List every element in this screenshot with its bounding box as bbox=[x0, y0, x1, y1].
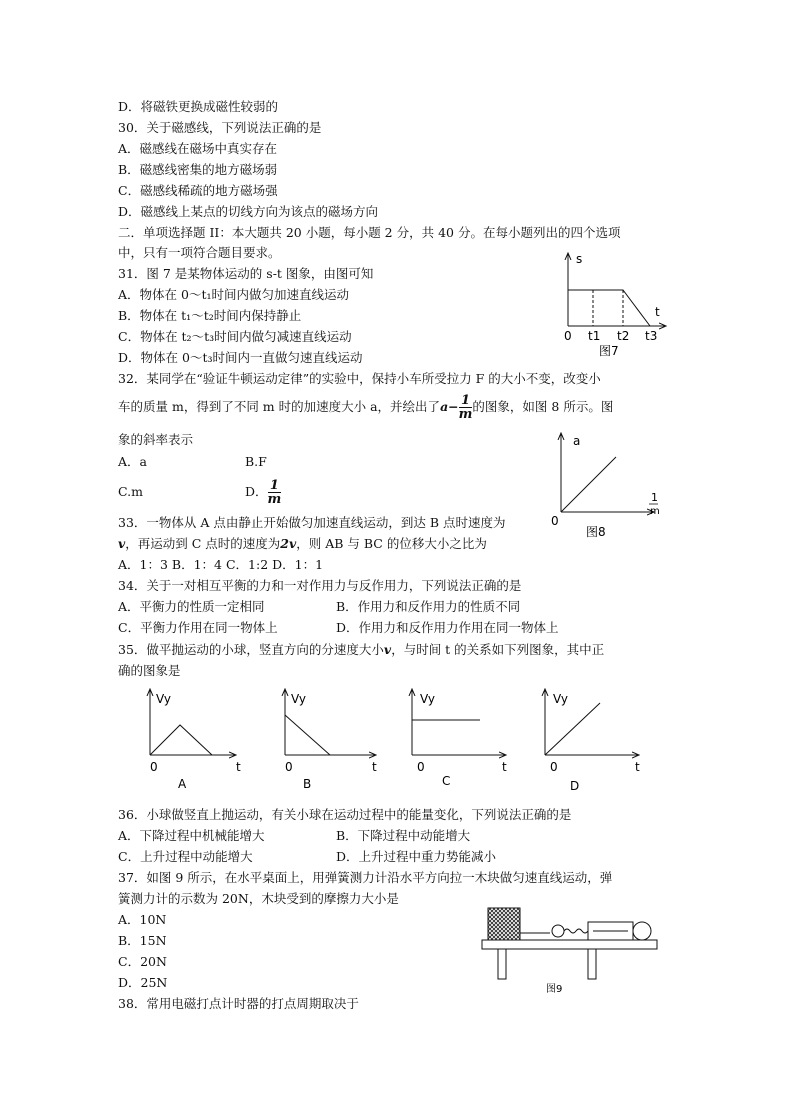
q29-option-d: D．将磁铁更换成磁性较弱的 bbox=[118, 99, 279, 114]
q35d-label: D bbox=[570, 779, 580, 793]
q35d-vy: Vy bbox=[553, 692, 568, 706]
q32-text-2: 的图象，如图 8 所示。图 bbox=[472, 399, 614, 414]
q33-text2: ，则 AB 与 BC 的位移大小之比为 bbox=[296, 536, 487, 551]
fig8-graph-line bbox=[561, 457, 616, 512]
q31-option-d: D．物体在 0～t₃时间内一直做匀速直线运动 bbox=[118, 350, 363, 365]
q35-text1: 35．做平抛运动的小球，竖直方向的分速度大小 bbox=[118, 642, 384, 657]
q37-stem: 37．如图 9 所示，在水平桌面上，用弹簧测力计沿水平方向拉一木块做匀速直线运动，弹 bbox=[118, 870, 613, 885]
q35c-vy: Vy bbox=[420, 692, 435, 706]
q36-stem: 36．小球做竖直上抛运动，有关小球在运动过程中的能量变化，下列说法正确的是 bbox=[118, 807, 572, 822]
fig9-spring bbox=[564, 929, 588, 933]
fig8-a-label: a bbox=[573, 434, 581, 448]
fig9-table-top bbox=[482, 940, 657, 949]
frac-numerator: 1 bbox=[459, 394, 473, 408]
fig9-caption: 图9 bbox=[546, 984, 563, 995]
q37-stem-line2: 簧测力计的示数为 20N，木块受到的摩擦力大小是 bbox=[118, 891, 399, 906]
q35a-origin: 0 bbox=[150, 760, 158, 774]
q34-option-c: C．平衡力作用在同一物体上 bbox=[118, 620, 278, 635]
frac-denominator: m bbox=[458, 407, 473, 422]
q32-option-b: B.F bbox=[245, 454, 267, 469]
q31-option-c: C．物体在 t₂～t₃时间内做匀减速直线运动 bbox=[118, 329, 352, 344]
q37-option-a: A．10N bbox=[118, 912, 167, 927]
q35b-label: B bbox=[303, 777, 312, 791]
q35c-label: C bbox=[442, 774, 451, 788]
fig7-graph-line bbox=[568, 290, 650, 326]
q32-option-d-label: D． bbox=[245, 484, 268, 499]
frac-numerator: 1 bbox=[268, 479, 282, 493]
q35a-t: t bbox=[236, 760, 241, 774]
q35-v: v bbox=[383, 642, 392, 657]
q32-fraction bbox=[459, 394, 473, 421]
fig7-t3: t3 bbox=[645, 329, 658, 343]
q33-stem: 33．一物体从 A 点由静止开始做匀加速直线运动，到达 B 点时速度为 bbox=[118, 515, 506, 530]
q30-option-a: A．磁感线在磁场中真实存在 bbox=[118, 141, 278, 156]
q35c-origin: 0 bbox=[417, 760, 425, 774]
figure-7 bbox=[555, 250, 675, 362]
q33-2v: 2v bbox=[280, 536, 297, 551]
q32-dash: − bbox=[448, 399, 459, 414]
fig8-origin: 0 bbox=[551, 514, 559, 528]
q33-text1: ，再运动到 C 点时的速度为 bbox=[125, 536, 281, 551]
q35-graphs bbox=[140, 685, 660, 795]
q32-option-d bbox=[245, 474, 281, 510]
q34-option-d: D．作用力和反作用力作用在同一物体上 bbox=[336, 620, 559, 635]
fig7-t1: t1 bbox=[588, 329, 601, 343]
q36-option-a: A．下降过程中机械能增大 bbox=[118, 828, 265, 843]
q32-option-a: A．a bbox=[118, 454, 147, 469]
q35-graph-a bbox=[150, 690, 241, 791]
q30-stem: 30．关于磁感线，下列说法正确的是 bbox=[118, 120, 322, 135]
figure-9 bbox=[478, 905, 668, 995]
q36-option-c: C．上升过程中动能增大 bbox=[118, 849, 253, 864]
q35a-vy: Vy bbox=[156, 692, 171, 706]
fig7-t-label: t bbox=[655, 305, 660, 319]
q35-text2: ，与时间 t 的关系如下列图象，其中正 bbox=[391, 642, 605, 657]
fig7-caption: 图7 bbox=[599, 344, 619, 358]
fig9-ring bbox=[633, 922, 651, 940]
q36-option-d: D．上升过程中重力势能减小 bbox=[336, 849, 497, 864]
q33-stem-line2 bbox=[118, 536, 487, 552]
q35b-vy: Vy bbox=[291, 692, 306, 706]
q35-graph-b bbox=[285, 690, 377, 791]
q31-option-a: A．物体在 0～t₁时间内做匀加速直线运动 bbox=[118, 287, 349, 302]
q35d-origin: 0 bbox=[550, 760, 558, 774]
q35-graph-d bbox=[545, 690, 640, 793]
q35-graph-c bbox=[412, 690, 507, 788]
q34-stem: 34．关于一对相互平衡的力和一对作用力与反作用力，下列说法正确的是 bbox=[118, 578, 522, 593]
q32-stem-line3: 象的斜率表示 bbox=[118, 432, 194, 447]
q35d-t: t bbox=[635, 760, 640, 774]
q32-option-d-fraction bbox=[268, 479, 282, 506]
fig8-x-num: 1 bbox=[651, 491, 658, 504]
q34-option-a: A．平衡力的性质一定相同 bbox=[118, 599, 265, 614]
q33-v: v bbox=[118, 536, 126, 551]
q37-option-d: D．25N bbox=[118, 975, 168, 990]
frac-denominator: m bbox=[267, 492, 282, 507]
section2-heading-cont: 中，只有一项符合题目要求。 bbox=[118, 245, 281, 260]
fig7-origin: 0 bbox=[564, 329, 572, 343]
fig8-x-den: m bbox=[650, 506, 660, 517]
q34-option-b: B．作用力和反作用力的性质不同 bbox=[336, 599, 521, 614]
q30-option-d: D．磁感线上某点的切线方向为该点的磁场方向 bbox=[118, 204, 379, 219]
q32-stem: 32．某同学在“验证牛顿运动定律”的实验中，保持小车所受拉力 F 的大小不变，改变小 bbox=[118, 371, 601, 386]
figure-8 bbox=[548, 430, 668, 542]
q30-option-b: B．磁感线密集的地方磁场弱 bbox=[118, 162, 278, 177]
q35b-t: t bbox=[372, 760, 377, 774]
q33-options: A．1：3 B．1：4 C．1:2 D．1：1 bbox=[118, 557, 324, 572]
fig9-block bbox=[488, 908, 520, 940]
q35-stem bbox=[118, 642, 604, 658]
fig9-table-leg-left bbox=[498, 949, 506, 979]
q35b-origin: 0 bbox=[285, 760, 293, 774]
q36-option-b: B．下降过程中动能增大 bbox=[336, 828, 471, 843]
q37-option-b: B．15N bbox=[118, 933, 167, 948]
q31-stem: 31．图 7 是某物体运动的 s-t 图象，由图可知 bbox=[118, 266, 374, 281]
q32-a-symbol: a bbox=[440, 399, 449, 414]
q32-option-c: C.m bbox=[118, 484, 143, 499]
fig7-s-label: s bbox=[576, 252, 583, 266]
q37-option-c: C．20N bbox=[118, 954, 167, 969]
q38-stem: 38．常用电磁打点计时器的打点周期取决于 bbox=[118, 996, 359, 1011]
q31-option-b: B．物体在 t₁～t₂时间内保持静止 bbox=[118, 308, 302, 323]
q35-stem-line2: 确的图象是 bbox=[118, 663, 181, 678]
q35a-label: A bbox=[178, 777, 187, 791]
section2-heading: 二．单项选择题 II：本大题共 20 小题，每小题 2 分，共 40 分。在每小题列出的四个选项 bbox=[118, 225, 621, 240]
fig9-table-leg-right bbox=[588, 949, 596, 979]
q30-option-c: C．磁感线稀疏的地方磁场强 bbox=[118, 183, 278, 198]
q35c-t: t bbox=[502, 760, 507, 774]
fig7-t2: t2 bbox=[617, 329, 630, 343]
q32-text-1: 车的质量 m，得到了不同 m 时的加速度大小 a，并绘出了 bbox=[118, 399, 441, 414]
fig8-caption: 图8 bbox=[586, 525, 606, 539]
q32-stem-line2 bbox=[118, 392, 613, 422]
